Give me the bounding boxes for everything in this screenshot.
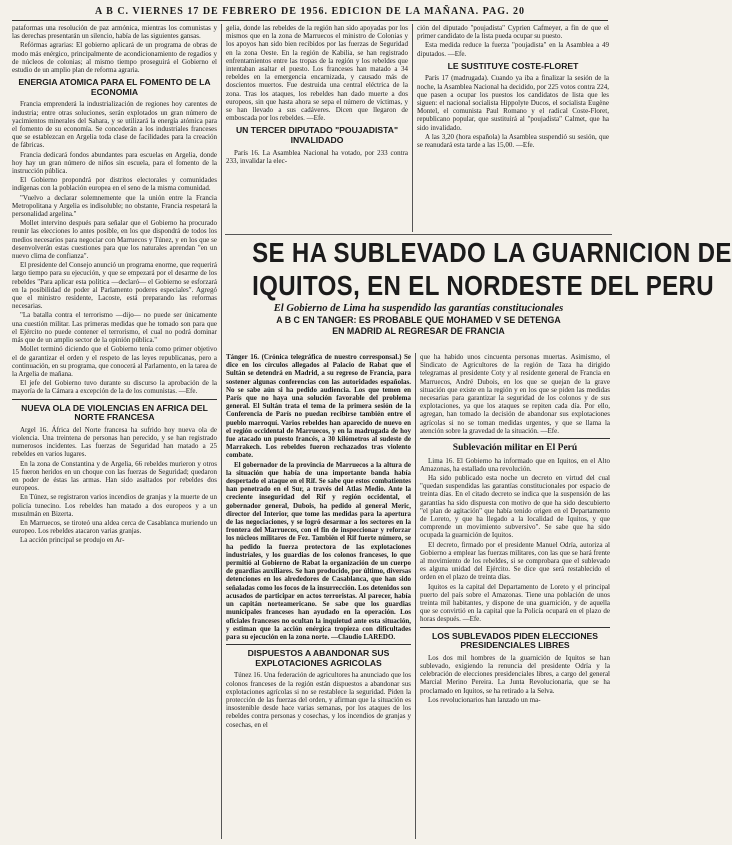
headline-coste-floret: LE SUSTITUYE COSTE-FLORET <box>447 60 579 71</box>
paragraph: El presidente del Consejo anunció un programa enorme, que requerirá largo tiempo para su ejecución, y que se empezará por el desarme de los rebeldes "Para aplicar esta política —declaró— el Gobierno se esforzará en la posibilidad de poder al Parlamento poderes especiales". Agregó que el ministro residente, Lacoste, está preparando las reformas necesarias. <box>12 261 217 311</box>
main-headline-line-2: IQUITOS, EN EL NORDESTE DEL PERU <box>252 270 715 301</box>
tanger-headline-line-2: EN MADRID AL REGRESAR DE FRANCIA <box>332 325 505 336</box>
headline-sublevacion-peru: Sublevación militar en El Perú <box>452 443 578 454</box>
column-left <box>12 24 217 839</box>
paragraph: París 17 (madrugada). Cuando ya iba a finalizar la sesión de la noche, la Asamblea Nacional ha decidido, por 225 votos contra 224, que pasen a ocupar los puestos los candidatos de lista que les siguen: el nacional socialista Hippolyte Ducos, el socialista Eugène Montel, el comunista Paul Romano y el radical Coste-Floret, republicano popular, que sustituirá al "poujadista" Calmet, que ha sido invalidado. <box>417 74 609 132</box>
paragraph: que ha habido unos cincuenta personas muertas. Asimismo, el Sindicato de Agricultores de la región de Taza ha dirigido telegramas al presidente Coty y al residente general de Francia en Marruecos, André Dubois, en los que se quejan de la grave situación que existe en la región y en los que se piden las medidas necesarias para garantizar la seguridad de los colonos y de sus explotaciones, ya que los ataques se repiten cada día. Por ello, agregan, han tomado la decisión de abandonar sus explotaciones agrícolas si no se toman medidas urgentes, y que se llama la atención sobre la gravedad de la situación. —Efe. <box>420 353 610 435</box>
divider <box>420 438 610 439</box>
column-middle-bottom <box>226 353 411 839</box>
paragraph: Argel 16. África del Norte francesa ha sufrido hoy nueva ola de violencia. Una treintena de personas han perecido, y se han registrado numerosos incidentes. Las fuerzas de Seguridad han matado a 25 rebeldes en varios lugares. <box>12 425 217 459</box>
paragraph: El Gobierno propondrá por distritos electorales y comunidades indígenas con la población europea en el seno de la misma comunidad. <box>12 176 217 193</box>
headline-nueva-ola: NUEVA OLA DE VIOLENCIAS EN AFRICA DEL NORTE FRANCESA <box>21 402 208 423</box>
main-headline-block <box>225 236 732 350</box>
divider <box>12 399 217 400</box>
paragraph: En la zona de Constantina y de Argelia, 66 rebeldes murieron y otros 15 fueron heridos en un choque con las fuerzas de Seguridad; quedaron en poder de éstas las armas. Han sido asaltados por rebeldes dos europeos. <box>12 459 217 493</box>
column-rule <box>415 353 416 839</box>
paragraph: pataformas una resolución de paz armónica, mientras los comunistas y las derechas presentarán un silencio, había de las siguientes gansas. <box>12 24 217 41</box>
column-right-top <box>417 24 609 234</box>
paragraph: Francia emprenderá la industrialización de regiones hoy carentes de industria; entre otras soluciones, serán explotados un gran número de yacimientos minerales del Sahara, y se utilizará la energía atómica para el fomento de su economía. Se concederán a los industriales franceses que se establezcan en Argelia toda clase de facilidades para la creación de fábricas. <box>12 100 217 150</box>
paragraph: Túnez 16. Una federación de agricultores ha anunciado que los colonos franceses de la región están dispuestos a abandonar sus explotaciones agrícolas si no se restablece la seguridad. Piden la protección de las fuerzas del orden, y afirman que la situación es insostenible desde hace varias semanas, por los ataques de los rebeldes contra personas y cosechas, y los incendios de granjas y cosechas, en el <box>226 671 411 729</box>
divider <box>420 627 610 628</box>
paragraph: gelia, donde las rebeldes de la región han sido apoyadas por los mismos que en la zona de Marruecos el ministro de Colonias y los apoyos han sido bien recibidos por las fuerzas de Seguridad en la zona Oeste. En la región de Kabilia, se han registrado enfrentamientos entre las tropas de la región y los rebeldes que intentaban asaltar el puesto. Los franceses han matado a 34 rebeldes en la emergencia encarnizada, y causado más de doscientos muertos. Fue destruida una central eléctrica de la zona. Tras los ataques, los rebeldes han dado muerte a dos europeos, sin que hasta ahora se sepa el número de víctimas, y se han llevado a sus cadáveres. Dicen que llegaron de emboscada por los rebeldes. —Efe. <box>226 24 408 123</box>
paragraph: Tánger 16. (Crónica telegráfica de nuestro corresponsal.) Se dice en los círculos allegados al Palacio de Rabat que el Sultán se detendrá en Madrid, a su regreso de Francia, para sostener algunas conferencias con las autoridades españolas. No se sabe aún si ha pedido audiencia. Los que temen en París que no haya una solución favorable del problema general. El Sultán trata el tema de la primera sesión de la Conferencia de París no puedan recibirse también entre el pueblo marroquí. Varios rebeldes han aparecido de nuevo en el región occidental de Marruecos, y en la madrugada de hoy fue atacado un puesto francés, a 30 kilómetros al sudeste de Marrakech. Los rebeldes fueron rechazados tras violento combate. <box>226 353 411 460</box>
divider <box>226 644 411 645</box>
paragraph: Mollet intervino después para señalar que el Gobierno ha procurado reunir las elecciones lo antes posible, en los que dispondrá de todos los medios necesarios para negociar con Marruecos y Túnez, y en los que se desenvolverán estas cuestiones para que los naturales aprendan "en un nuevo clima de confianza". <box>12 219 217 261</box>
banner-top-rule <box>225 234 612 235</box>
paragraph: El jefe del Gobierno tuvo durante su discurso la aprobación de la mayoría de la Cámara a excepción de la de los comunistas. —Efe. <box>12 379 217 396</box>
main-headline-line-1: SE HA SUBLEVADO LA GUARNICION DE <box>252 237 732 268</box>
column-rule <box>221 24 222 839</box>
paragraph: El gobernador de la provincia de Marruecos a la altura de la situación que había de una importante banda había despertado el ataque en el Rif. Se sabe que estos combatientes han penetrado en el Sur, a través del Atlas Medio. Ante la creciente inseguridad del Rif y región occidental, el gobernador general, Dubois, ha pedido al general Meric, director del Interior, que tome las medidas para la apertura de las negociaciones, y se logró desarmar a los sectores en la frontera del Marruecos, con el fin de inspeccionar y reforzar los núcleos militares de Fez. También el Rif fuerte número, se ha pedido la fuerza protectora de las explotaciones industriales, y los guardias de los colonos franceses, lo que permitió al Gobierno de Rabat la organización de un cuerpo de guardias auxiliares. Se han producido, por último, diversas detenciones en los alrededores de Casablanca, que han sido señaladas como los focos de la insurrección. Los detenidos son acusados de participar en actos terroristas. Al parecer, había un capitán norteamericano. Se sabe que los guardias municipales franceses han ayudado en la operación. Los oficiales franceses no ocultan la inquietud ante esta situación, y estiman que la acción enérgica tropieza con dificultades para su ejecución en la zona norte. —Claudio LAREDO. <box>226 460 411 641</box>
headline-tercer-diputado: UN TERCER DIPUTADO "POUJADISTA" INVALIDADO <box>235 125 399 146</box>
col1-energy-body <box>12 100 217 395</box>
paragraph: Mollet terminó diciendo que el Gobierno tenía como primer objetivo el de garantizar el orden y el respeto de las leyes republicanas, pero a continuación, en su programa, que conocerá al Parlamento, en la tarea de la Argelia de mañana. <box>12 345 217 378</box>
paragraph: Francia dedicará fondos abundantes para escuelas en Argelia, donde hoy hay un gran número de niños sin escuela, para el fomento de la instrucción pública. <box>12 150 217 176</box>
col1-intro <box>12 24 217 74</box>
paragraph: Iquitos es la capital del Departamento de Loreto y el principal puerto del país sobre el Amazonas. Tiene una población de unos treinta mil habitantes, y dispone de una guarnición, y de aquella que se convirtió en la capital que la Policía ocupará en el plazo de horas después. —Efe. <box>420 582 610 624</box>
subheadline: El Gobierno de Lima ha suspendido las garantías constitucionales <box>273 303 564 314</box>
paragraph: "Vuelvo a declarar solemnemente que la unión entre la Francia Metropolitana y Argelia es indisoluble; no obstante, Francia respetará la personalidad argelina." <box>12 193 217 219</box>
column-middle-top <box>226 24 408 234</box>
paragraph: Refórmas agrarias: El gobierno aplicará de un programa de obras de modo más enérgico, principalmente de acondicionamiento de regadíos y de núcleos de colonias; al mismo tiempo proseguirá el Gobierno el estudio de un amplio plan de reforma agraria. <box>12 41 217 75</box>
paragraph: Lima 16. El Gobierno ha informado que en Iquitos, en el Alto Amazonas, ha estallado una revolución. <box>420 456 610 473</box>
headline-energia-atomica: ENERGIA ATOMICA PARA EL FOMENTO DE LA ECONOMIA <box>18 77 211 97</box>
paragraph: A las 3,20 (hora española) la Asamblea suspendió su sesión, que se reanudará esta tarde a las 15,00. —Efe. <box>417 132 609 150</box>
paragraph: ción del diputado "poujadista" Cyprien Cafmeyer, a fin de que el primer candidato de la lista pueda ocupar su puesto. <box>417 24 609 41</box>
paragraph: "La batalla contra el terrorismo —dijo— no puede ser únicamente una cuestión militar. Las primeras medidas que he tomado son para que el Ejército no puede contener el terrorismo, el cual no podrá dominar más que de un amplio sector de la opinión pública." <box>12 311 217 345</box>
col1-violence-body <box>12 426 217 545</box>
paragraph: Ha sido publicado esta noche un decreto en virtud del cual "quedan suspendidas las garantías constitucionales por espacio de treinta días. En el citado decreto se indica que la suspensión de las garantías ha sido dispuesta con motivo de que ha sido descubierto "el plan de agitación" que había tenido origen en el Departamento de Loreto, y que ha llegado a la localidad de Iquitos, y que comprende un movimiento subversivo". Se sabe que ha sido ocupada la guarnición de Iquitos. <box>420 473 610 540</box>
column-rule <box>412 24 413 232</box>
paragraph: París 16. La Asamblea Nacional ha votado, por 233 contra 233, invalidar la elec- <box>226 148 408 165</box>
paragraph: La acción principal se produjo en Ar- <box>20 536 125 545</box>
headline-sublevados-piden: LOS SUBLEVADOS PIDEN ELECCIONES PRESIDENCIALES LIBRES <box>431 630 598 651</box>
paragraph: El decreto, firmado por el presidente Manuel Odría, autoriza al Gobierno a emplear las fuerzas militares, con las que se hará frente al movimiento de los rebeldes, si se comprobara que el sublevado es alguna unidad del Ejército. Se dice que será restablecido el orden en el plazo de treinta días. <box>420 540 610 582</box>
page-header: A B C. VIERNES 17 DE FEBRERO DE 1956. EDICION DE LA MAÑANA. PAG. 20 <box>12 6 608 21</box>
paragraph: Esta medida reduce la fuerza "poujadista" en la Asamblea a 49 diputados. —Efe. <box>417 41 609 58</box>
paragraph: Los dos mil hombres de la guarnición de Iquitos se han sublevado, exigiendo la renuncia del presidente Odría y la celebración de elecciones presidenciales libres, a cargo del general Marcial Merino Pereira. La Junta Revolucionaria, que se ha proclamado en Iquitos, se ha retirado a la Selva. <box>420 653 610 695</box>
headline-dispuestos-abandonar: DISPUESTOS A ABANDONAR SUS EXPLOTACIONES AGRICOLAS <box>247 648 390 668</box>
tanger-headline-line-1: A B C EN TANGER: ES PROBABLE QUE MOHAMED V SE DETENGA <box>276 315 561 325</box>
paragraph: En Marruecos, se tiroteó una aldea cerca de Casablanca muriendo un europeo. Los rebeldes atacaron varias granjas. <box>12 518 217 536</box>
paragraph: Los revolucionarios han lanzado un ma- <box>428 695 541 704</box>
column-right-bottom <box>420 353 610 839</box>
paragraph: En Túnez, se registraron varios incendios de granjas y la muerte de un policía tunecino. Los rebeldes han matado a dos europeos y a un musulmán en Bizerta. <box>12 493 217 518</box>
